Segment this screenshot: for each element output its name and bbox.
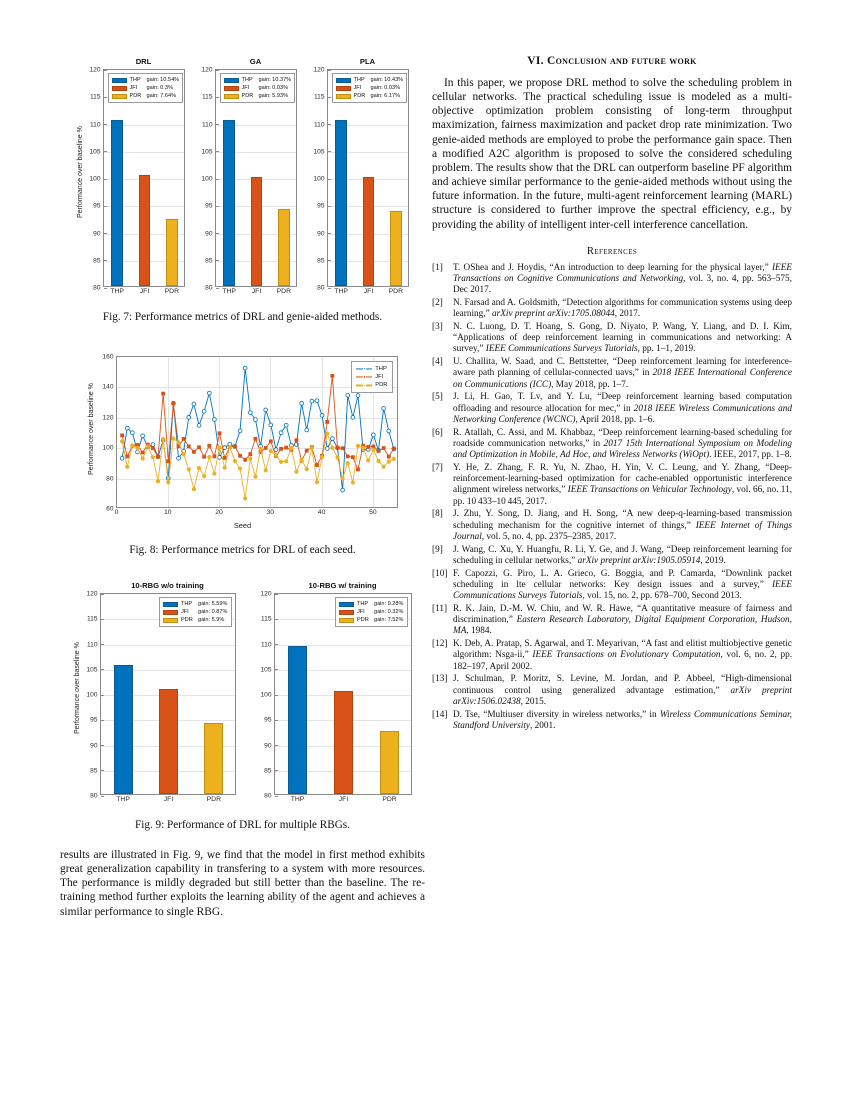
legend-entry [163,616,228,624]
y-axis-tick-label: 80 [106,475,114,483]
legend-gain-text: gain: 5.9% [197,617,225,624]
bar [166,219,177,286]
reference-tag: [7] [432,462,443,473]
legend-color-swatch [163,618,178,623]
tick-mark [104,260,107,261]
legend-color-swatch [224,78,239,83]
legend-gain-text: gain: 6.17% [370,93,401,100]
x-axis-tick-label: JFI [139,288,150,295]
y-axis-tick-label: 120 [313,66,325,74]
tick-mark [275,644,278,645]
tick-mark [216,233,219,234]
tick-mark [216,288,219,289]
y-axis-tick-label: 90 [264,742,272,749]
y-axis-tick-label: 80 [205,284,213,292]
y-axis-tick-label: 110 [201,121,213,128]
legend-series-name: PDR [129,93,142,100]
y-axis-label: Performance over baseline % [73,642,81,734]
reference-tag: [11] [432,603,448,614]
legend-gain-text: gain: 0.03% [370,85,401,92]
figure-9-plots [60,579,425,811]
y-axis-tick-label: 115 [313,93,325,101]
y-axis-tick-label: 85 [93,257,101,265]
x-axis-tick-label: 10 [163,509,172,516]
x-axis-tick-label: THP [222,288,236,295]
legend-entry [336,76,404,84]
legend-gain-text: gain: 0.3% [146,85,173,92]
bar-chart-panel [309,55,417,303]
figure-7-plots [60,55,425,303]
references-heading: References [586,245,638,257]
legend-series-name: JFI [356,609,365,616]
legend-gain-text: gain: 10.54% [146,77,180,83]
bar-chart-panel [69,55,193,303]
tick-mark [101,594,104,595]
right-column [432,55,792,734]
y-axis-tick-label: 120 [89,66,101,74]
legend-series-name: JFI [241,85,250,92]
bar [111,120,122,286]
plot-title: 10-RBG w/o training [131,581,204,590]
legend-line-swatch [356,382,372,388]
plot-axes [102,353,398,516]
tick-mark [216,260,219,261]
legend-color-swatch [224,86,239,91]
bar [334,691,353,794]
x-axis-tick-label: THP [116,796,130,803]
tick-mark [104,288,107,289]
reference-item [432,263,792,297]
legend-entry [112,76,180,84]
y-axis-tick-label: 90 [90,742,98,749]
figure-8-plot [60,346,425,536]
chart-legend [335,597,408,627]
x-axis-tick-label: 20 [215,509,223,516]
reference-item [432,298,792,321]
legend-color-swatch [336,86,351,91]
y-axis-tick-label: 120 [102,414,114,422]
bar [139,175,150,286]
legend-color-swatch [336,94,351,99]
tick-mark [328,70,331,71]
reference-item [432,322,792,356]
tick-mark [328,233,331,234]
bar [278,209,289,286]
legend-color-swatch [339,618,354,623]
plot-axes [260,581,412,803]
y-axis-tick-label: 115 [86,615,98,623]
y-axis-tick-label: 60 [106,505,114,513]
x-axis-tick-label: THP [290,796,305,803]
y-axis-tick-label: 85 [317,257,325,265]
bar [363,177,374,286]
x-axis-tick-label: 50 [369,509,377,516]
legend-gain-text: gain: 5.59% [197,601,228,607]
reference-tag: [5] [432,392,443,403]
tick-mark [275,619,278,620]
x-axis-tick-label: JFI [338,796,349,803]
legend-series-name: THP [129,77,141,83]
legend-entry [224,92,292,100]
tick-mark [328,151,331,152]
legend-series-name: THP [180,601,193,607]
x-axis-tick-label: PDR [382,796,397,803]
legend-color-swatch [163,602,178,607]
legend-entry [356,365,387,373]
y-axis-tick-label: 140 [102,383,114,391]
tick-mark [328,288,331,289]
y-axis-tick-label: 100 [201,175,213,183]
reference-item [432,674,792,708]
bar [251,177,262,286]
reference-text: R. K. Jain, D.-M. W. Chiu, and W. R. Hawe, “A quantitative measure of fairness and discrimination,” Eastern Research Laboratory, Digital Equipment Corporation, Hudson, MA, 1984. [453,603,792,637]
x-axis-label: Seed [233,521,252,530]
y-axis-tick-label: 105 [86,666,98,674]
legend-series-name: THP [241,77,253,83]
legend-color-swatch [336,78,351,83]
tick-mark [275,594,278,595]
plot-axes [313,57,409,295]
tick-mark [216,179,219,180]
y-axis-tick-label: 90 [317,230,325,237]
legend-entry [163,600,228,608]
x-axis-tick-label: 30 [266,509,275,516]
reference-text: K. Deb, A. Pratap, S. Agarwal, and T. Meyarivan, “A fast and elitist multiobjective genetic algorithm: Nsga-ii,” IEEE Transactions on Evolutionary Computation, vol. 6, no. 2, pp. 182–197, April 2002. [453,639,793,672]
plot-title: DRL [135,57,152,66]
tick-mark [275,695,278,696]
y-axis-tick-label: 90 [205,230,213,237]
y-axis-tick-label: 105 [260,666,272,674]
line-chart-panel [78,346,408,536]
reference-tag: [9] [432,544,443,555]
tick-mark [101,644,104,645]
legend-entry [339,608,404,616]
x-axis-tick-label: PDR [164,288,180,295]
tick-mark [101,745,104,746]
y-axis-tick-label: 100 [89,175,101,183]
legend-line-swatch [356,366,372,372]
legend-color-swatch [112,94,127,99]
x-axis-tick-label: THP [334,288,348,295]
legend-entry [112,92,180,100]
reference-item [432,509,792,543]
chart-legend [108,73,184,103]
references-list [432,263,792,733]
tick-mark [275,669,278,670]
chart-legend [351,361,392,393]
legend-series-name: JFI [129,85,138,92]
y-axis-tick-label: 160 [102,353,114,361]
bar-chart-panel [252,579,420,811]
chart-legend [220,73,296,103]
plot-axes [201,57,297,295]
tick-mark [328,179,331,180]
bar [159,689,178,794]
y-axis-tick-label: 80 [93,284,101,292]
tick-mark [104,206,107,207]
reference-text: N. Farsad and A. Goldsmith, “Detection algorithms for communication systems using deep learning,” arXiv preprint arXiv:1705.08044, 2017. [453,297,792,320]
legend-series-name: PDR [375,382,388,389]
figure-9 [60,579,425,832]
reference-text: U. Challita, W. Saad, and C. Bettstetter, “Deep reinforcement learning for interference-aware path planning of cellular-connected uavs,” in 2018 IEEE International Conference on Communications (ICC), May 2018, pp. 1–7. [453,357,792,390]
bar [288,646,307,794]
legend-line-swatch [356,374,372,380]
reference-item [432,428,792,462]
y-axis-tick-label: 95 [205,202,213,210]
tick-mark [275,770,278,771]
y-axis-tick-label: 100 [313,175,325,183]
y-axis-tick-label: 80 [90,792,98,800]
reference-text: D. Tse, “Multiuser diversity in wireless networks,” in Wireless Communications Seminar, Standford University, 2001. [453,709,792,731]
tick-mark [275,720,278,721]
legend-series-name: PDR [180,617,193,624]
bar-chart-panel [197,55,305,303]
conclusion-paragraph: In this paper, we propose DRL method to solve the scheduling problem in cellular networks. The practical scheduling issue is modeled as a multi-objective optimization problem consisting of long-term throughput maximization, fairness maximization and packet drop rate minimization. Two genie-aided methods are employed to probe the performance gain space. Then a modified A2C algorithm is proposed to solve the considered scheduling problem. The results show that the DRL can outperform baseline PF algorithm and achieve similar performance to the genie-aided methods without using the future information. In the future, multi-agent reinforcement learning (MARL) structure is considered to further improve the spectral efficiency, e.g., by providing the ability of intelligent inter-cell interference cancellation. [432,77,792,231]
legend-entry [336,92,404,100]
tick-mark [328,97,331,98]
legend-entry [356,381,387,389]
legend-series-name: PDR [353,93,366,100]
legend-entry [112,84,180,92]
legend-color-swatch [163,610,178,615]
legend-entry [224,76,292,84]
legend-gain-text: gain: 7.64% [146,93,177,100]
tick-mark [328,206,331,207]
y-axis-tick-label: 80 [317,284,325,292]
bottom-paragraph: results are illustrated in Fig. 9, we find that the model in first method exhibits great generalization capability in transfering to a system with more resources. The performance is mildly degraded but still better than the baseline. The re-training method further exploits the learning ability of the agent and achieves a similar performance to single RBG. [60,849,425,918]
y-axis-tick-label: 110 [89,121,101,128]
reference-tag: [1] [432,262,443,273]
tick-mark [216,70,219,71]
tick-mark [216,97,219,98]
reference-item [432,639,792,673]
y-axis-label: Performance over baseline % [87,383,95,475]
tick-mark [216,124,219,125]
y-axis-tick-label: 85 [264,767,272,775]
tick-mark [104,70,107,71]
x-axis-tick-label: JFI [363,288,374,295]
reference-tag: [13] [432,674,448,685]
bar [204,723,223,794]
reference-item [432,463,792,508]
x-axis-tick-label: JFI [163,796,174,803]
bar [223,120,234,286]
tick-mark [104,151,107,152]
y-axis-tick-label: 115 [201,93,213,101]
tick-mark [216,206,219,207]
y-axis-tick-label: 115 [89,93,101,101]
reference-item [432,357,792,391]
legend-entry [339,600,404,608]
section-heading [432,55,792,67]
y-axis-tick-label: 110 [260,641,272,648]
legend-color-swatch [112,78,127,83]
reference-text: T. OShea and J. Hoydis, “An introduction to deep learning for the physical layer,” IEEE Transactions on Cognitive Communications and Networking, vol. 3, no. 4, pp. 563–575, Dec 2017. [453,262,792,296]
x-axis-tick-label: PDR [388,288,404,295]
y-axis-tick-label: 90 [93,230,101,237]
reference-text: R. Atallah, C. Assi, and M. Khabbaz, “Deep reinforcement learning-based scheduling for roadside communication networks,” in 2017 15th International Symposium on Modeling and Optimization in Mobile, Ad Hoc, and Wireless Networks (WiOpt). IEEE, 2017, pp. 1–8. [453,427,792,461]
reference-item [432,545,792,568]
legend-gain-text: gain: 5.93% [258,93,289,100]
legend-series-name: PDR [241,93,254,100]
tick-mark [104,179,107,180]
reference-item [432,604,792,638]
y-axis-tick-label: 105 [313,148,325,156]
reference-text: J. Li, H. Gao, T. Lv, and Y. Lu, “Deep reinforcement learning based computation offloading and resource allocation for mec,” in 2018 IEEE Wireless Communications and Networking Conference (WCNC), April 2018, pp. 1–6. [453,392,792,425]
tick-mark [101,720,104,721]
y-axis-tick-label: 95 [264,716,272,724]
bar-chart-panel [66,579,244,811]
y-axis-tick-label: 110 [86,641,98,648]
reference-tag: [6] [432,427,443,438]
y-axis-tick-label: 110 [313,121,325,128]
chart-legend [332,73,408,103]
tick-mark [104,233,107,234]
y-axis-tick-label: 95 [90,716,98,724]
plot-axes [89,57,185,295]
legend-gain-text: gain: 10.43% [370,77,404,83]
legend-gain-text: gain: 7.52% [373,617,404,624]
legend-series-name: PDR [356,617,369,624]
plot-title: GA [249,57,262,66]
section-number: VI. [527,55,544,67]
figure-7 [60,55,425,324]
legend-gain-text: gain: 0.32% [373,609,404,616]
figure-8 [60,346,425,557]
y-axis-tick-label: 85 [205,257,213,265]
y-axis-tick-label: 85 [90,767,98,775]
y-axis-tick-label: 120 [260,590,272,598]
legend-series-name: THP [356,601,369,607]
legend-color-swatch [339,610,354,615]
reference-item [432,710,792,733]
tick-mark [101,669,104,670]
y-axis-tick-label: 100 [86,691,98,699]
y-axis-tick-label: 100 [102,444,114,452]
reference-tag: [14] [432,709,448,720]
reference-item [432,569,792,603]
x-axis-tick-label: 0 [114,509,119,516]
x-axis-tick-label: JFI [251,288,262,295]
legend-color-swatch [112,86,127,91]
reference-tag: [3] [432,321,443,332]
x-axis-tick-label: 40 [317,509,326,516]
y-axis-tick-label: 120 [201,66,213,74]
y-axis-tick-label: 95 [317,202,325,210]
y-axis-tick-label: 115 [260,615,272,623]
legend-gain-text: gain: 9.28% [373,601,404,607]
bar [335,120,346,286]
y-axis-tick-label: 120 [86,590,98,598]
reference-text: F. Capozzi, G. Piro, L. A. Grieco, G. Boggia, and P. Camarda, “Downlink packet scheduling in lte cellular networks: Key design issues and a survey,” IEEE Communications Surveys Tutorials, vol. 15, no. 2, pp. 678–700, Second 2013. [453,568,792,602]
legend-series-name: THP [375,365,387,372]
x-axis-tick-label: PDR [276,288,292,295]
bar [390,211,401,286]
x-axis-tick-label: PDR [206,796,222,803]
tick-mark [275,745,278,746]
y-axis-tick-label: 100 [260,691,272,699]
reference-tag: [10] [432,568,448,579]
reference-text: J. Schulman, P. Moritz, S. Levine, M. Jordan, and P. Abbeel, “High-dimensional continuous control using generalized advantage estimation,” arXiv preprint arXiv:1506.02438, 2015. [453,674,792,707]
legend-entry [163,608,228,616]
plot-title: PLA [359,57,376,66]
tick-mark [101,695,104,696]
figure-8-caption: Fig. 8: Performance metrics for DRL of each seed. [129,544,356,556]
reference-tag: [4] [432,357,443,368]
figure-9-caption: Fig. 9: Performance of DRL for multiple RBGs. [135,819,350,831]
reference-tag: [8] [432,509,443,520]
y-axis-tick-label: 95 [93,202,101,210]
tick-mark [104,124,107,125]
chart-legend [159,597,232,627]
tick-mark [328,124,331,125]
reference-text: N. C. Luong, D. T. Hoang, S. Gong, D. Niyato, P. Wang, Y. Liang, and D. I. Kim, “Applications of deep reinforcement learning in communications and networking: A survey,” IEEE Communications Surveys Tutorials, pp. 1–1, 2019. [453,321,792,355]
legend-color-swatch [339,602,354,607]
plot-axes [86,581,236,803]
tick-mark [275,796,278,797]
legend-entry [356,373,387,381]
reference-text: J. Zhu, Y. Song, D. Jiang, and H. Song, “A new deep-q-learning-based transmission scheduling mechanism for the cognitive internet of things,” IEEE Internet of Things Journal, vol. 5, no. 4, pp. 2375–2385, 2017. [453,509,793,542]
reference-tag: [12] [432,639,448,650]
legend-series-name: JFI [375,373,384,380]
plot-title: 10-RBG w/ training [308,581,377,590]
legend-gain-text: gain: 10.37% [258,77,292,83]
tick-mark [101,770,104,771]
legend-entry [224,84,292,92]
gridline [101,645,235,646]
reference-text: Y. He, Z. Zhang, F. R. Yu, N. Zhao, H. Yin, V. C. Leung, and Y. Zhang, “Deep-reinforcement-learning-based optimization for cache-enabled opportunistic interference alignment wireless networks,” IEEE Transactions on Vehicular Technology, vol. 66, no. 11, pp. 10 433–10 445, 2017. [453,462,793,507]
legend-entry [336,84,404,92]
tick-mark [101,796,104,797]
y-axis-tick-label: 80 [264,792,272,800]
legend-gain-text: gain: 0.03% [258,85,289,92]
legend-entry [339,616,404,624]
reference-item [432,392,792,426]
legend-series-name: JFI [353,85,362,92]
bar [114,665,133,794]
tick-mark [104,97,107,98]
legend-series-name: THP [353,77,365,83]
y-axis-tick-label: 105 [89,148,101,156]
bar [380,731,399,794]
legend-color-swatch [224,94,239,99]
reference-tag: [2] [432,297,443,308]
y-axis-tick-label: 105 [201,148,213,156]
left-column [60,55,425,919]
legend-gain-text: gain: 0.87% [197,609,228,616]
x-axis-tick-label: THP [110,288,124,295]
section-title-text: Conclusion and future work [547,55,697,67]
tick-mark [101,619,104,620]
y-axis-label: Performance over baseline % [76,126,84,218]
figure-7-caption: Fig. 7: Performance metrics of DRL and genie-aided methods. [102,311,383,323]
tick-mark [328,260,331,261]
reference-text: J. Wang, C. Xu, Y. Huangfu, R. Li, Y. Ge, and J. Wang, “Deep reinforcement learning for scheduling in cellular networks,” arXiv preprint arXiv:1905.05914, 2019. [453,544,792,566]
legend-series-name: JFI [180,609,189,616]
tick-mark [216,151,219,152]
